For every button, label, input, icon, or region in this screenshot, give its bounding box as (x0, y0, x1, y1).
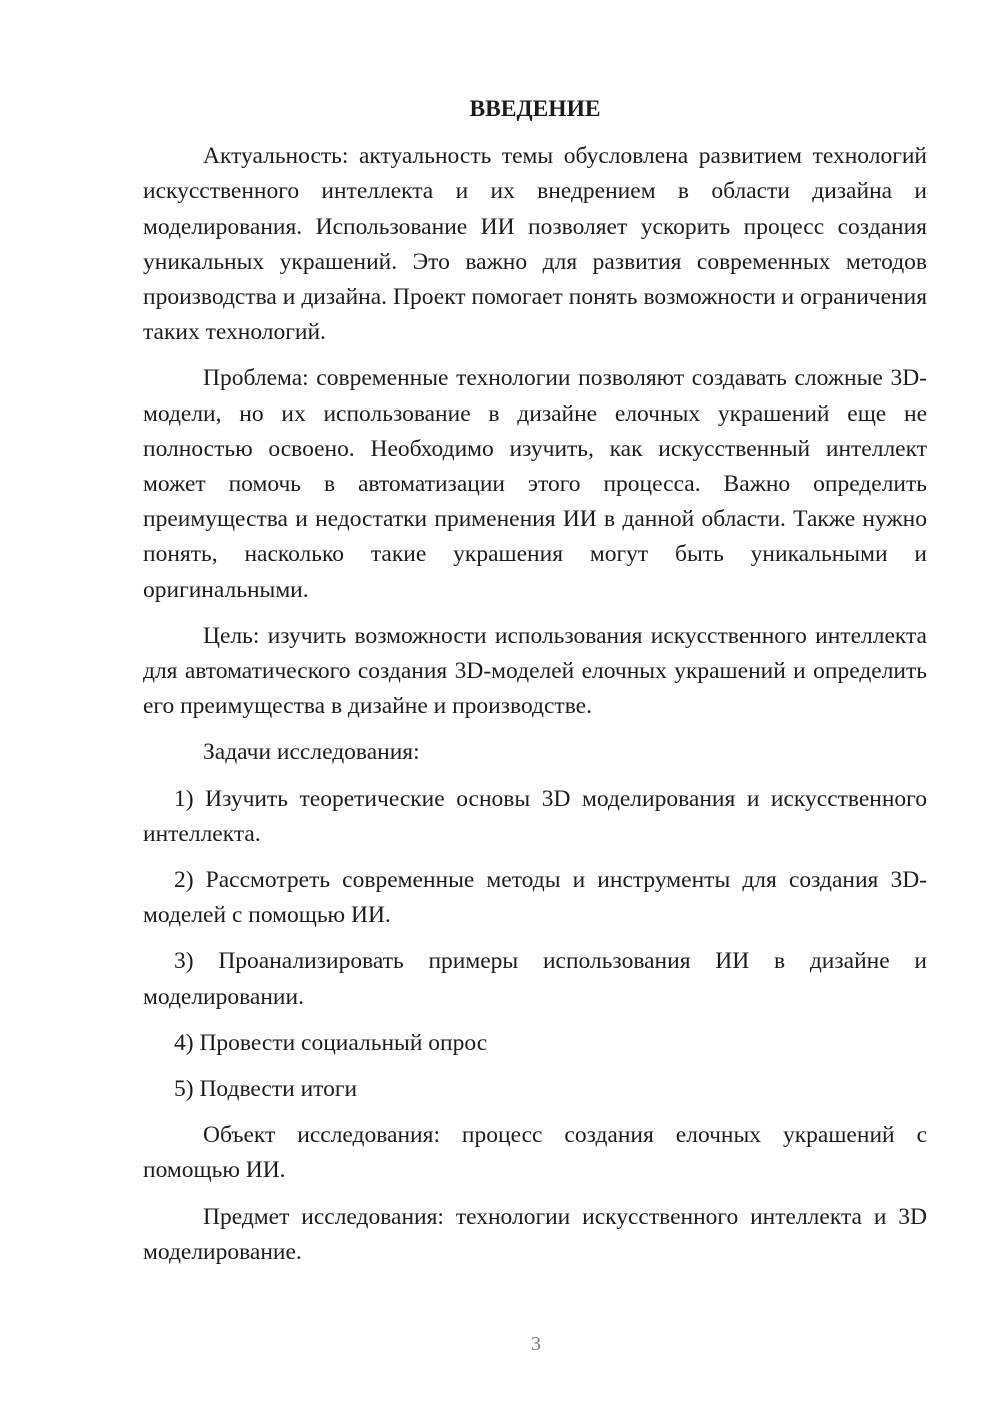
task-item-4: 4) Провести социальный опрос (174, 1029, 488, 1056)
page-number: 3 (531, 1333, 541, 1355)
paragraph-tasks-heading: Задачи исследования: (203, 739, 420, 766)
paragraph-subject: Предмет исследования: технологии искусственного интеллекта и 3D моделирование. (143, 1203, 927, 1265)
page-title: ВВЕДЕНИЕ (469, 96, 601, 122)
paragraph-relevance: Актуальность: актуальность темы обусловлена развитием технологий искусственного интеллекта и их внедрением в области дизайна и моделирования. Использование ИИ позволяет ускорить процесс создания уникальных украшений. Это важно для развития современных методов производства и дизайна. Проект помогает понять возможности и ограничения таких технологий. (143, 143, 927, 346)
paragraph-goal: Цель: изучить возможности использования искусственного интеллекта для автоматического создания 3D-моделей елочных украшений и определить его преимущества в дизайне и производстве. (143, 622, 927, 720)
task-item-5: 5) Подвести итоги (174, 1076, 358, 1103)
task-item-3: 3) Проанализировать примеры использования ИИ в дизайне и моделировании. (143, 948, 927, 1010)
task-item-1: 1) Изучить теоретические основы 3D моделирования и искусственного интеллекта. (143, 785, 927, 847)
document-body (143, 92, 927, 1281)
task-item-2: 2) Рассмотреть современные методы и инструменты для создания 3D-моделей с помощью ИИ. (143, 867, 927, 929)
paragraph-problem: Проблема: современные технологии позволяют создавать сложные 3D-модели, но их использование в дизайне елочных украшений еще не полностью освоено. Необходимо изучить, как искусственный интеллект может помочь в автоматизации этого процесса. Важно определить преимущества и недостатки применения ИИ в данной области. Также нужно понять, насколько такие украшения могут быть уникальными и оригинальными. (143, 365, 927, 603)
paragraph-object: Объект исследования: процесс создания елочных украшений с помощью ИИ. (143, 1122, 927, 1184)
